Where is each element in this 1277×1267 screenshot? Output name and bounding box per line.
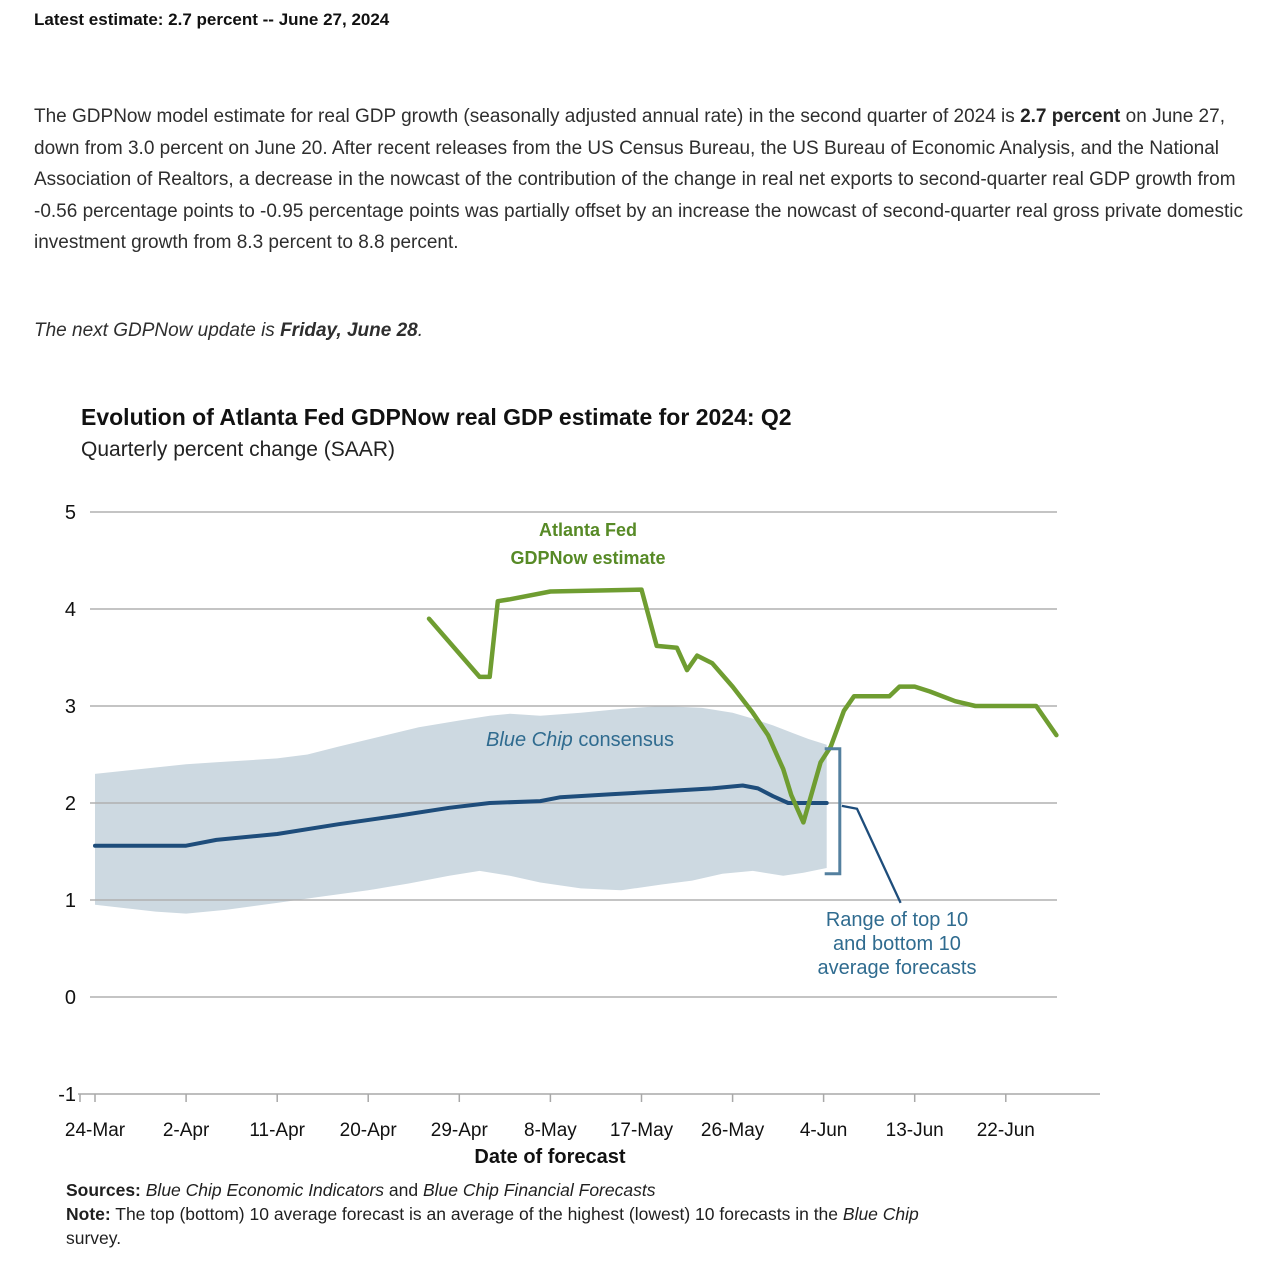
x-tick-label-22-Jun: 22-Jun (976, 1120, 1035, 1141)
x-tick-label-8-May: 8-May (524, 1120, 577, 1141)
y-tick-label-2: 2 (64, 793, 76, 815)
x-tick-label-2-Apr: 2-Apr (162, 1120, 210, 1141)
consensus-text: consensus (572, 729, 674, 751)
source-title-2: Blue Chip Financial Forecasts (423, 1180, 656, 1200)
y-tick-label-3: 3 (64, 696, 76, 718)
note-line-2: survey. (66, 1228, 122, 1248)
sources-line (66, 1178, 919, 1202)
paragraph-text: The GDPNow model estimate for real GDP growth (seasonally adjusted annual rate) in the second quarter of 2024 is (34, 106, 1021, 127)
range-bracket (825, 749, 840, 874)
gdpnow-chart (0, 480, 1277, 1180)
note-label: Note: (66, 1204, 111, 1224)
y-tick-label-4: 4 (64, 599, 76, 621)
source-title-1: Blue Chip Economic Indicators (140, 1180, 385, 1200)
x-tick-label-26-May: 26-May (700, 1120, 765, 1141)
x-tick-label-17-May: 17-May (609, 1120, 674, 1141)
paragraph-bold-value: 2.7 percent (1020, 106, 1121, 127)
x-tick-label-13-Jun: 13-Jun (885, 1120, 944, 1141)
sources-and: and (384, 1180, 423, 1200)
pointer-line (842, 806, 901, 903)
gdpnow-series-label-line1: Atlanta Fed (538, 520, 638, 540)
note-text: The top (bottom) 10 average forecast is an average of the highest (lowest) 10 forecasts in the (110, 1204, 843, 1224)
gdpnow-series-label (510, 516, 665, 572)
chart-footnotes (66, 1178, 919, 1250)
range-annotation-line1: Range of top 10 (825, 909, 969, 931)
range-annotation-line3: average forecasts (817, 957, 977, 979)
x-tick-label-24-Mar: 24-Mar (64, 1120, 126, 1141)
y-tick-label-0: 0 (64, 987, 76, 1009)
x-tick-label-4-Jun: 4-Jun (799, 1120, 848, 1141)
chart-title: Evolution of Atlanta Fed GDPNow real GDP estimate for 2024: Q2 (81, 404, 792, 430)
range-annotation-line2: and bottom 10 (833, 933, 961, 955)
note-bluechip-italic: Blue Chip (842, 1204, 919, 1224)
blue-chip-italic: Blue Chip (486, 729, 573, 751)
sources-label: Sources: (66, 1180, 141, 1200)
blue-chip-consensus-label (486, 729, 674, 752)
latest-estimate-headline: Latest estimate: 2.7 percent -- June 27, 2024 (34, 10, 390, 29)
y-tick-label-5: 5 (64, 502, 76, 524)
update-note-period: . (417, 320, 423, 341)
consensus-band (95, 706, 827, 914)
y-tick-label-1: 1 (64, 890, 76, 912)
x-tick-label-11-Apr: 11-Apr (249, 1120, 306, 1141)
chart-subtitle: Quarterly percent change (SAAR) (81, 438, 395, 461)
update-note-text: The next GDPNow update is (34, 320, 281, 341)
update-note-date: Friday, June 28 (280, 320, 418, 341)
paragraph-text-cont: on June 27, down from 3.0 percent on June 20. After recent releases from the US Census Bureau, the US Bureau of Economic Analysis, and the National Association of Realtors, a decrease in the nowcast of the contribution of the change in real net exports to second-quarter real GDP growth from -0.56 percentage points to -0.95 percentage points was partially offset by an increase the nowcast of second-quarter real gross private domestic investment growth from 8.3 percent to 8.8 percent. (34, 106, 1243, 253)
gdpnow-series-label-line2: GDPNow estimate (510, 548, 666, 568)
x-tick-label-29-Apr: 29-Apr (430, 1120, 488, 1141)
next-update-note (34, 320, 423, 342)
x-tick-label-20-Apr: 20-Apr (339, 1120, 397, 1141)
note-line (66, 1202, 919, 1226)
estimate-paragraph (34, 101, 1266, 259)
range-annotation (818, 908, 977, 980)
y-tick-label--1: -1 (58, 1084, 76, 1106)
x-axis-title: Date of forecast (474, 1146, 626, 1168)
